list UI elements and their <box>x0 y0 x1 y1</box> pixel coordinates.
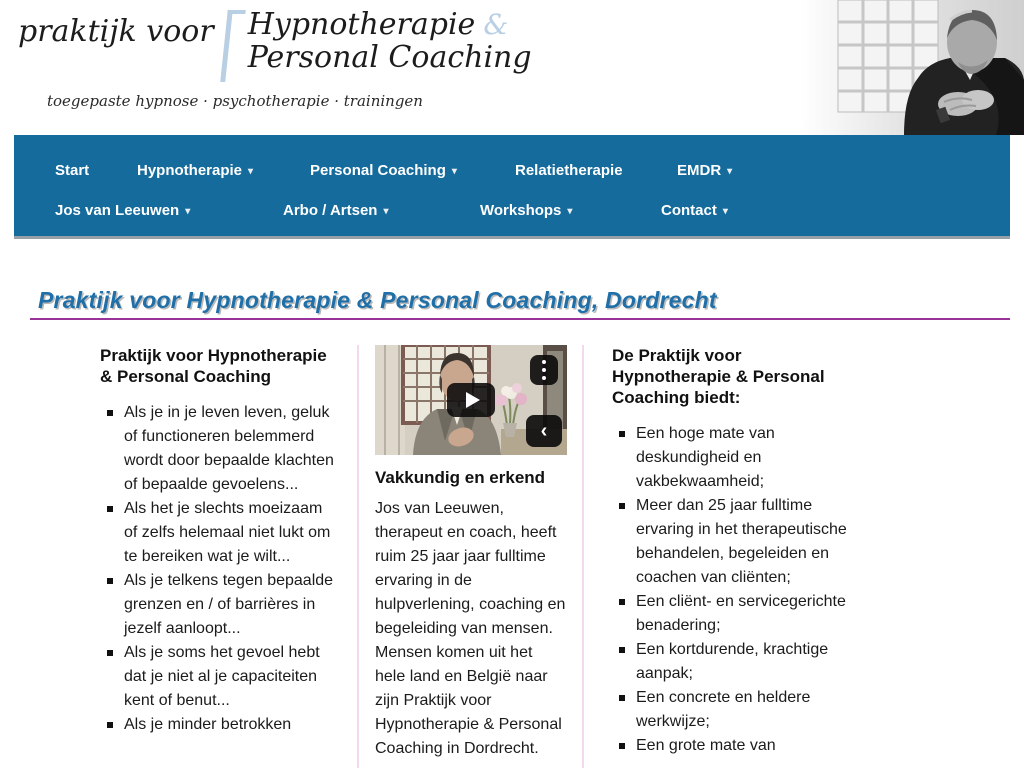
play-button[interactable] <box>447 383 495 417</box>
right-bullet-list <box>612 422 857 758</box>
logo-line1: Hypnotherapie & <box>247 7 509 42</box>
list-item: Als je in je leven leven, geluk of functioneren belemmerd wordt door bepaalde klachten of bepaalde gevoelens... <box>100 401 340 497</box>
nav-item-personal-coaching[interactable]: Personal Coaching ▾ <box>310 162 457 179</box>
bullet-square-icon <box>107 722 113 728</box>
column-divider <box>357 345 359 768</box>
column-intro <box>100 345 340 768</box>
header <box>0 0 1024 135</box>
logo-bracket-icon <box>220 10 246 82</box>
logo-link[interactable] <box>18 8 532 82</box>
chevron-left-icon: ‹ <box>540 420 548 442</box>
list-item: Een cliënt- en servicegerichte benadering; <box>612 590 857 638</box>
list-item: Als het je slechts moeizaam of zelfs helemaal niet lukt om te bereiken wat je wilt... <box>100 497 340 569</box>
chevron-down-icon: ▾ <box>383 206 389 217</box>
ampersand-icon: & <box>483 8 509 41</box>
middle-column-heading: Vakkundig en erkend <box>375 468 546 487</box>
right-column-heading: De Praktijk voor Hypnotherapie & Personal Coaching biedt: <box>612 346 825 407</box>
bullet-square-icon <box>107 650 113 656</box>
kebab-icon <box>542 360 546 364</box>
logo-tagline: toegepaste hypnose · psychotherapie · trainingen <box>47 92 423 110</box>
list-item: Meer dan 25 jaar fulltime ervaring in het therapeutische behandelen, begeleiden en coachen van cliënten; <box>612 494 857 590</box>
left-bullet-list <box>100 401 340 737</box>
play-icon <box>466 392 480 408</box>
list-item: Als je telkens tegen bepaalde grenzen en / of barrières in jezelf aanloopt... <box>100 569 340 641</box>
list-item: Een concrete en heldere werkwijze; <box>612 686 857 734</box>
column-offer <box>612 345 857 768</box>
main-navigation <box>14 135 1010 239</box>
list-item: Als je soms het gevoel hebt dat je niet al je capaciteiten kent of benut... <box>100 641 340 713</box>
bullet-square-icon <box>619 599 625 605</box>
column-video <box>375 345 567 768</box>
chevron-down-icon: ▾ <box>567 206 573 217</box>
list-item: Als je minder betrokken <box>100 713 340 737</box>
video-menu-button[interactable] <box>530 355 558 385</box>
chevron-down-icon: ▾ <box>185 206 191 217</box>
left-column-heading: Praktijk voor Hypnotherapie & Personal Coaching <box>100 346 327 386</box>
bullet-square-icon <box>107 578 113 584</box>
chevron-down-icon: ▾ <box>727 166 733 177</box>
list-item: Een hoge mate van deskundigheid en vakbekwaamheid; <box>612 422 857 494</box>
header-portrait-photo <box>800 0 1024 135</box>
title-divider <box>30 318 1010 320</box>
bullet-square-icon <box>619 647 625 653</box>
nav-item-start[interactable]: Start <box>55 162 90 179</box>
video-prev-button[interactable] <box>526 415 562 447</box>
video-player[interactable] <box>375 345 567 455</box>
list-item: Een kortdurende, krachtige aanpak; <box>612 638 857 686</box>
bullet-square-icon <box>107 410 113 416</box>
bullet-square-icon <box>619 743 625 749</box>
content-columns <box>0 345 1024 768</box>
bullet-square-icon <box>619 695 625 701</box>
nav-item-hypnotherapie[interactable]: Hypnotherapie ▾ <box>137 162 254 179</box>
page-title: Praktijk voor Hypnotherapie & Personal Coaching, Dordrecht <box>38 287 717 313</box>
nav-item-workshops[interactable]: Workshops ▾ <box>480 202 573 219</box>
nav-item-jos-van-leeuwen[interactable]: Jos van Leeuwen ▾ <box>55 202 191 219</box>
bullet-square-icon <box>619 431 625 437</box>
nav-item-arbo-artsen[interactable]: Arbo / Artsen ▾ <box>283 202 389 219</box>
nav-item-emdr[interactable]: EMDR ▾ <box>677 162 733 179</box>
logo-prefix: praktijk voor <box>18 14 214 49</box>
nav-item-relatietherapie[interactable]: Relatietherapie <box>515 162 623 179</box>
chevron-down-icon: ▾ <box>451 166 457 177</box>
list-item: Een grote mate van <box>612 734 857 758</box>
logo-line2: Personal Coaching <box>247 40 532 75</box>
chevron-down-icon: ▾ <box>722 206 728 217</box>
bullet-square-icon <box>107 506 113 512</box>
bullet-square-icon <box>619 503 625 509</box>
middle-column-paragraph: Jos van Leeuwen, therapeut en coach, heeft ruim 25 jaar jaar fulltime ervaring in de hulpverlening, coaching en begeleiding van mensen. Mensen komen uit het hele land en België naar zijn Praktijk voor Hypnotherapie & Personal Coaching in Dordrecht. <box>375 500 566 757</box>
column-divider <box>582 345 584 768</box>
chevron-down-icon: ▾ <box>248 166 254 177</box>
nav-item-contact[interactable]: Contact ▾ <box>661 202 728 219</box>
